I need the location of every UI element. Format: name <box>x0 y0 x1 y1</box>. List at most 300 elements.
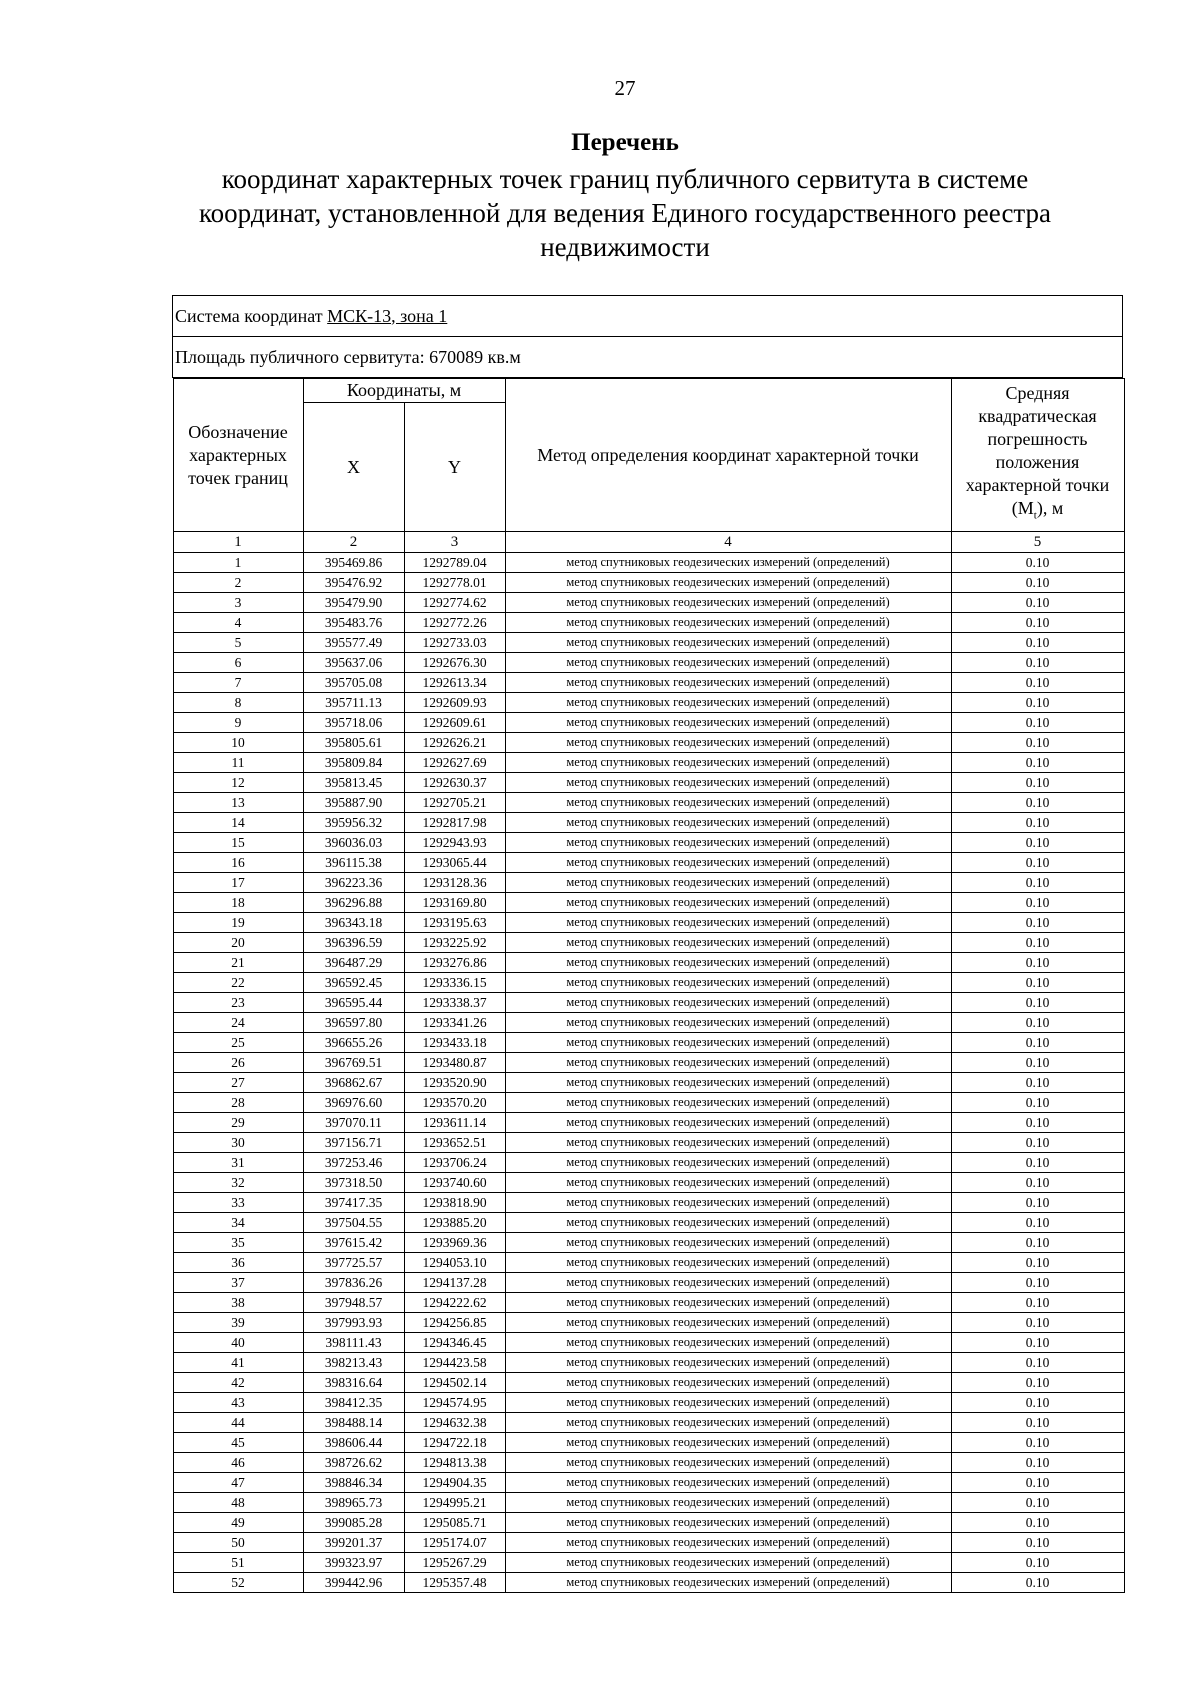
column-number: 1 <box>173 532 303 553</box>
x-coordinate: 396396.59 <box>303 933 404 953</box>
points-table-body <box>173 532 1124 1593</box>
error-value: 0.10 <box>951 1113 1124 1133</box>
document-subtitle <box>150 162 1100 264</box>
subtitle-line: координат, установленной для ведения Единого государственного реестра <box>198 198 1052 228</box>
point-number: 44 <box>173 1413 303 1433</box>
method: метод спутниковых геодезических измерений (определений) <box>505 1093 951 1113</box>
point-number: 16 <box>173 853 303 873</box>
table-row <box>173 633 1124 653</box>
point-number: 1 <box>173 553 303 573</box>
point-number: 24 <box>173 1013 303 1033</box>
table-row <box>173 1553 1124 1573</box>
point-number: 28 <box>173 1093 303 1113</box>
y-coordinate: 1292676.30 <box>404 653 505 673</box>
error-value: 0.10 <box>951 1473 1124 1493</box>
error-value: 0.10 <box>951 1013 1124 1033</box>
x-coordinate: 395809.84 <box>303 753 404 773</box>
point-number: 48 <box>173 1493 303 1513</box>
y-coordinate: 1293480.87 <box>404 1053 505 1073</box>
error-value: 0.10 <box>951 813 1124 833</box>
error-value: 0.10 <box>951 1153 1124 1173</box>
error-value: 0.10 <box>951 713 1124 733</box>
point-number: 37 <box>173 1273 303 1293</box>
y-coordinate: 1293740.60 <box>404 1173 505 1193</box>
y-coordinate: 1294574.95 <box>404 1393 505 1413</box>
point-number: 11 <box>173 753 303 773</box>
point-number: 7 <box>173 673 303 693</box>
x-coordinate: 397725.57 <box>303 1253 404 1273</box>
y-coordinate: 1293065.44 <box>404 853 505 873</box>
x-coordinate: 397948.57 <box>303 1293 404 1313</box>
error-value: 0.10 <box>951 733 1124 753</box>
point-number: 22 <box>173 973 303 993</box>
x-coordinate: 395813.45 <box>303 773 404 793</box>
method: метод спутниковых геодезических измерений (определений) <box>505 673 951 693</box>
table-row <box>173 1173 1124 1193</box>
x-coordinate: 398213.43 <box>303 1353 404 1373</box>
error-header-line: квадратическая <box>978 406 1097 427</box>
table-row <box>173 1533 1124 1553</box>
error-symbol: (M <box>1011 498 1034 519</box>
x-coordinate: 398316.64 <box>303 1373 404 1393</box>
error-value: 0.10 <box>951 933 1124 953</box>
x-coordinate: 395469.86 <box>303 553 404 573</box>
y-coordinate: 1294256.85 <box>404 1313 505 1333</box>
x-coordinate: 395479.90 <box>303 593 404 613</box>
error-value: 0.10 <box>951 873 1124 893</box>
y-coordinate: 1294423.58 <box>404 1353 505 1373</box>
table-row <box>173 773 1124 793</box>
table-row <box>173 1333 1124 1353</box>
point-number: 36 <box>173 1253 303 1273</box>
y-coordinate: 1292789.04 <box>404 553 505 573</box>
y-coordinate: 1292733.03 <box>404 633 505 653</box>
table-row <box>173 1253 1124 1273</box>
table-row <box>173 973 1124 993</box>
column-number: 5 <box>951 532 1124 553</box>
x-coordinate: 396343.18 <box>303 913 404 933</box>
y-coordinate: 1294632.38 <box>404 1413 505 1433</box>
y-coordinate: 1294995.21 <box>404 1493 505 1513</box>
method: метод спутниковых геодезических измерений (определений) <box>505 1393 951 1413</box>
error-value: 0.10 <box>951 653 1124 673</box>
error-header-line: характерной точки <box>965 475 1110 496</box>
x-coordinate: 397318.50 <box>303 1173 404 1193</box>
y-coordinate: 1292627.69 <box>404 753 505 773</box>
x-coordinate: 395956.32 <box>303 813 404 833</box>
table-row <box>173 833 1124 853</box>
method: метод спутниковых геодезических измерений (определений) <box>505 793 951 813</box>
coordinate-system-label: Система координат <box>175 305 328 326</box>
table-row <box>173 873 1124 893</box>
error-value: 0.10 <box>951 1233 1124 1253</box>
method: метод спутниковых геодезических измерений (определений) <box>505 1033 951 1053</box>
error-value: 0.10 <box>951 1273 1124 1293</box>
table-row <box>173 1493 1124 1513</box>
y-coordinate: 1292774.62 <box>404 593 505 613</box>
point-number: 33 <box>173 1193 303 1213</box>
x-coordinate: 397156.71 <box>303 1133 404 1153</box>
y-coordinate: 1292817.98 <box>404 813 505 833</box>
y-coordinate: 1293128.36 <box>404 873 505 893</box>
table-row <box>173 793 1124 813</box>
y-coordinate: 1294502.14 <box>404 1373 505 1393</box>
y-coordinate: 1294722.18 <box>404 1433 505 1453</box>
error-header-line: Средняя <box>1005 383 1070 404</box>
error-value: 0.10 <box>951 1513 1124 1533</box>
table-row <box>173 1433 1124 1453</box>
table-row <box>173 1293 1124 1313</box>
error-value: 0.10 <box>951 1573 1124 1593</box>
point-number: 5 <box>173 633 303 653</box>
method: метод спутниковых геодезических измерений (определений) <box>505 1373 951 1393</box>
x-coordinate: 399442.96 <box>303 1573 404 1593</box>
error-value: 0.10 <box>951 993 1124 1013</box>
method: метод спутниковых геодезических измерений (определений) <box>505 1493 951 1513</box>
error-value: 0.10 <box>951 1393 1124 1413</box>
method: метод спутниковых геодезических измерений (определений) <box>505 1553 951 1573</box>
page-number: 27 <box>614 76 636 100</box>
y-coordinate: 1293169.80 <box>404 893 505 913</box>
x-coordinate: 395887.90 <box>303 793 404 813</box>
table-row <box>173 693 1124 713</box>
error-value: 0.10 <box>951 1213 1124 1233</box>
method: метод спутниковых геодезических измерений (определений) <box>505 1333 951 1353</box>
x-coordinate: 395805.61 <box>303 733 404 753</box>
error-value: 0.10 <box>951 1373 1124 1393</box>
y-coordinate: 1294137.28 <box>404 1273 505 1293</box>
point-number: 51 <box>173 1553 303 1573</box>
x-coordinate: 399201.37 <box>303 1533 404 1553</box>
method: метод спутниковых геодезических измерений (определений) <box>505 813 951 833</box>
method: метод спутниковых геодезических измерений (определений) <box>505 1513 951 1533</box>
y-coordinate: 1293818.90 <box>404 1193 505 1213</box>
error-value: 0.10 <box>951 1033 1124 1053</box>
method: метод спутниковых геодезических измерений (определений) <box>505 973 951 993</box>
y-coordinate: 1292609.93 <box>404 693 505 713</box>
subtitle-line: недвижимости <box>540 232 710 262</box>
table-row <box>173 1073 1124 1093</box>
error-value: 0.10 <box>951 1313 1124 1333</box>
error-header-unit <box>952 497 1124 528</box>
method: метод спутниковых геодезических измерений (определений) <box>505 753 951 773</box>
x-coordinate: 398846.34 <box>303 1473 404 1493</box>
point-number: 8 <box>173 693 303 713</box>
error-value: 0.10 <box>951 853 1124 873</box>
table-row <box>173 893 1124 913</box>
point-number: 49 <box>173 1513 303 1533</box>
method: метод спутниковых геодезических измерений (определений) <box>505 853 951 873</box>
y-coordinate: 1295085.71 <box>404 1513 505 1533</box>
error-value: 0.10 <box>951 1293 1124 1313</box>
y-coordinate: 1293570.20 <box>404 1093 505 1113</box>
method: метод спутниковых геодезических измерений (определений) <box>505 913 951 933</box>
y-coordinate: 1293336.15 <box>404 973 505 993</box>
error-value: 0.10 <box>951 573 1124 593</box>
error-value: 0.10 <box>951 673 1124 693</box>
x-coordinate: 397615.42 <box>303 1233 404 1253</box>
x-coordinate: 397836.26 <box>303 1273 404 1293</box>
method: метод спутниковых геодезических измерений (определений) <box>505 1153 951 1173</box>
y-coordinate: 1293611.14 <box>404 1113 505 1133</box>
point-number: 27 <box>173 1073 303 1093</box>
method: метод спутниковых геодезических измерений (определений) <box>505 893 951 913</box>
x-coordinate: 395483.76 <box>303 613 404 633</box>
table-row <box>173 1513 1124 1533</box>
servitude-area-row: Площадь публичного сервитута: 670089 кв.м <box>173 337 1123 378</box>
table-row <box>173 953 1124 973</box>
table-row <box>173 913 1124 933</box>
point-number: 15 <box>173 833 303 853</box>
table-row <box>173 1033 1124 1053</box>
y-coordinate: 1294904.35 <box>404 1473 505 1493</box>
error-value: 0.10 <box>951 613 1124 633</box>
table-row <box>173 1213 1124 1233</box>
method: метод спутниковых геодезических измерений (определений) <box>505 933 951 953</box>
point-number: 35 <box>173 1233 303 1253</box>
x-coordinate: 396115.38 <box>303 853 404 873</box>
point-number: 39 <box>173 1313 303 1333</box>
point-number: 26 <box>173 1053 303 1073</box>
x-coordinate: 397417.35 <box>303 1193 404 1213</box>
y-coordinate: 1292705.21 <box>404 793 505 813</box>
point-number: 29 <box>173 1113 303 1133</box>
y-coordinate: 1293652.51 <box>404 1133 505 1153</box>
x-coordinate: 396769.51 <box>303 1053 404 1073</box>
x-coordinate: 396223.36 <box>303 873 404 893</box>
x-coordinate: 398965.73 <box>303 1493 404 1513</box>
error-subscript: t <box>1033 509 1037 522</box>
error-value: 0.10 <box>951 1253 1124 1273</box>
error-value: 0.10 <box>951 1353 1124 1373</box>
y-coordinate: 1295174.07 <box>404 1533 505 1553</box>
point-number: 13 <box>173 793 303 813</box>
x-coordinate: 396655.26 <box>303 1033 404 1053</box>
method: метод спутниковых геодезических измерений (определений) <box>505 693 951 713</box>
error-header-line: положения <box>995 452 1080 473</box>
method: метод спутниковых геодезических измерений (определений) <box>505 593 951 613</box>
table-row <box>173 1373 1124 1393</box>
error-value: 0.10 <box>951 1493 1124 1513</box>
point-number: 30 <box>173 1133 303 1153</box>
point-number: 31 <box>173 1153 303 1173</box>
method: метод спутниковых геодезических измерений (определений) <box>505 1273 951 1293</box>
table-row <box>173 713 1124 733</box>
y-coordinate: 1293885.20 <box>404 1213 505 1233</box>
coordinates-document-table <box>172 295 1123 1593</box>
y-coordinate: 1294813.38 <box>404 1453 505 1473</box>
y-coordinate: 1292626.21 <box>404 733 505 753</box>
x-coordinate: 397993.93 <box>303 1313 404 1333</box>
y-coordinate: 1293276.86 <box>404 953 505 973</box>
table-row <box>173 1113 1124 1133</box>
y-coordinate: 1292943.93 <box>404 833 505 853</box>
point-number: 32 <box>173 1173 303 1193</box>
error-unit: ), м <box>1036 498 1064 519</box>
error-header-line: погрешность <box>987 429 1088 450</box>
x-coordinate: 397253.46 <box>303 1153 404 1173</box>
table-row <box>173 813 1124 833</box>
y-coordinate: 1292609.61 <box>404 713 505 733</box>
point-number: 25 <box>173 1033 303 1053</box>
table-row <box>173 613 1124 633</box>
point-number: 14 <box>173 813 303 833</box>
y-coordinate: 1295357.48 <box>404 1573 505 1593</box>
method: метод спутниковых геодезических измерений (определений) <box>505 1533 951 1553</box>
error-value: 0.10 <box>951 773 1124 793</box>
error-value: 0.10 <box>951 693 1124 713</box>
y-coordinate: 1293225.92 <box>404 933 505 953</box>
table-row <box>173 1153 1124 1173</box>
x-header: X <box>303 403 404 532</box>
table-row <box>173 653 1124 673</box>
table-row <box>173 993 1124 1013</box>
y-coordinate: 1292613.34 <box>404 673 505 693</box>
point-number: 52 <box>173 1573 303 1593</box>
x-coordinate: 395718.06 <box>303 713 404 733</box>
method: метод спутниковых геодезических измерений (определений) <box>505 653 951 673</box>
method: метод спутниковых геодезических измерений (определений) <box>505 1433 951 1453</box>
error-value: 0.10 <box>951 1433 1124 1453</box>
y-coordinate: 1293195.63 <box>404 913 505 933</box>
table-row <box>173 1353 1124 1373</box>
method: метод спутниковых геодезических измерений (определений) <box>505 733 951 753</box>
error-value: 0.10 <box>951 913 1124 933</box>
point-number: 23 <box>173 993 303 1013</box>
y-coordinate: 1293338.37 <box>404 993 505 1013</box>
table-row <box>173 1473 1124 1493</box>
point-number: 45 <box>173 1433 303 1453</box>
table-row <box>173 1193 1124 1213</box>
x-coordinate: 396976.60 <box>303 1093 404 1113</box>
y-coordinate: 1292772.26 <box>404 613 505 633</box>
table-row <box>173 1133 1124 1153</box>
x-coordinate: 396296.88 <box>303 893 404 913</box>
method: метод спутниковых геодезических измерений (определений) <box>505 1133 951 1153</box>
method: метод спутниковых геодезических измерений (определений) <box>505 1413 951 1433</box>
table-row <box>173 553 1124 573</box>
table-row <box>173 753 1124 773</box>
method: метод спутниковых геодезических измерений (определений) <box>505 1073 951 1093</box>
method: метод спутниковых геодезических измерений (определений) <box>505 953 951 973</box>
method: метод спутниковых геодезических измерений (определений) <box>505 773 951 793</box>
column-numbers-row <box>173 532 1124 553</box>
point-number: 18 <box>173 893 303 913</box>
error-value: 0.10 <box>951 953 1124 973</box>
point-number: 2 <box>173 573 303 593</box>
coordinate-system-row <box>173 296 1123 337</box>
table-row <box>173 1093 1124 1113</box>
method: метод спутниковых геодезических измерений (определений) <box>505 573 951 593</box>
table-row <box>173 573 1124 593</box>
method: метод спутниковых геодезических измерений (определений) <box>505 1353 951 1373</box>
point-number: 42 <box>173 1373 303 1393</box>
error-value: 0.10 <box>951 553 1124 573</box>
error-value: 0.10 <box>951 753 1124 773</box>
point-number: 50 <box>173 1533 303 1553</box>
column-number: 3 <box>404 532 505 553</box>
subtitle-line: координат характерных точек границ публичного сервитута в системе <box>221 164 1029 194</box>
table-row <box>173 1573 1124 1593</box>
method: метод спутниковых геодезических измерений (определений) <box>505 1233 951 1253</box>
error-value: 0.10 <box>951 633 1124 653</box>
method: метод спутниковых геодезических измерений (определений) <box>505 1113 951 1133</box>
table-row <box>173 1233 1124 1253</box>
y-coordinate: 1293520.90 <box>404 1073 505 1093</box>
point-number: 9 <box>173 713 303 733</box>
point-number: 3 <box>173 593 303 613</box>
x-coordinate: 395637.06 <box>303 653 404 673</box>
x-coordinate: 396595.44 <box>303 993 404 1013</box>
table-row <box>173 1013 1124 1033</box>
point-number: 21 <box>173 953 303 973</box>
method: метод спутниковых геодезических измерений (определений) <box>505 833 951 853</box>
error-value: 0.10 <box>951 1453 1124 1473</box>
error-value: 0.10 <box>951 1193 1124 1213</box>
error-value: 0.10 <box>951 1533 1124 1553</box>
error-value: 0.10 <box>951 793 1124 813</box>
x-coordinate: 395577.49 <box>303 633 404 653</box>
x-coordinate: 396592.45 <box>303 973 404 993</box>
x-coordinate: 399085.28 <box>303 1513 404 1533</box>
error-value: 0.10 <box>951 973 1124 993</box>
x-coordinate: 397070.11 <box>303 1113 404 1133</box>
point-number: 34 <box>173 1213 303 1233</box>
point-number: 19 <box>173 913 303 933</box>
error-value: 0.10 <box>951 1053 1124 1073</box>
error-value: 0.10 <box>951 1553 1124 1573</box>
method: метод спутниковых геодезических измерений (определений) <box>505 713 951 733</box>
method: метод спутниковых геодезических измерений (определений) <box>505 1053 951 1073</box>
column-number: 2 <box>303 532 404 553</box>
point-number: 46 <box>173 1453 303 1473</box>
table-row <box>173 1053 1124 1073</box>
column-number: 4 <box>505 532 951 553</box>
table-row <box>173 933 1124 953</box>
y-coordinate: 1294222.62 <box>404 1293 505 1313</box>
table-row <box>173 1413 1124 1433</box>
x-coordinate: 398412.35 <box>303 1393 404 1413</box>
method: метод спутниковых геодезических измерений (определений) <box>505 1573 951 1593</box>
y-coordinate: 1292630.37 <box>404 773 505 793</box>
method: метод спутниковых геодезических измерений (определений) <box>505 613 951 633</box>
point-number: 12 <box>173 773 303 793</box>
x-coordinate: 395711.13 <box>303 693 404 713</box>
method: метод спутниковых геодезических измерений (определений) <box>505 873 951 893</box>
point-number: 10 <box>173 733 303 753</box>
table-row <box>173 1273 1124 1293</box>
point-number: 41 <box>173 1353 303 1373</box>
point-number: 6 <box>173 653 303 673</box>
table-row <box>173 1453 1124 1473</box>
point-number: 40 <box>173 1333 303 1353</box>
x-coordinate: 397504.55 <box>303 1213 404 1233</box>
x-coordinate: 399323.97 <box>303 1553 404 1573</box>
coordinates-header: Координаты, м <box>303 379 505 403</box>
points-table <box>173 378 1125 1593</box>
y-coordinate: 1294053.10 <box>404 1253 505 1273</box>
table-row <box>173 733 1124 753</box>
y-coordinate: 1294346.45 <box>404 1333 505 1353</box>
method: метод спутниковых геодезических измерений (определений) <box>505 1213 951 1233</box>
method: метод спутниковых геодезических измерений (определений) <box>505 1193 951 1213</box>
x-coordinate: 398111.43 <box>303 1333 404 1353</box>
error-value: 0.10 <box>951 833 1124 853</box>
error-value: 0.10 <box>951 1073 1124 1093</box>
y-coordinate: 1293433.18 <box>404 1033 505 1053</box>
method: метод спутниковых геодезических измерений (определений) <box>505 553 951 573</box>
error-value: 0.10 <box>951 1093 1124 1113</box>
